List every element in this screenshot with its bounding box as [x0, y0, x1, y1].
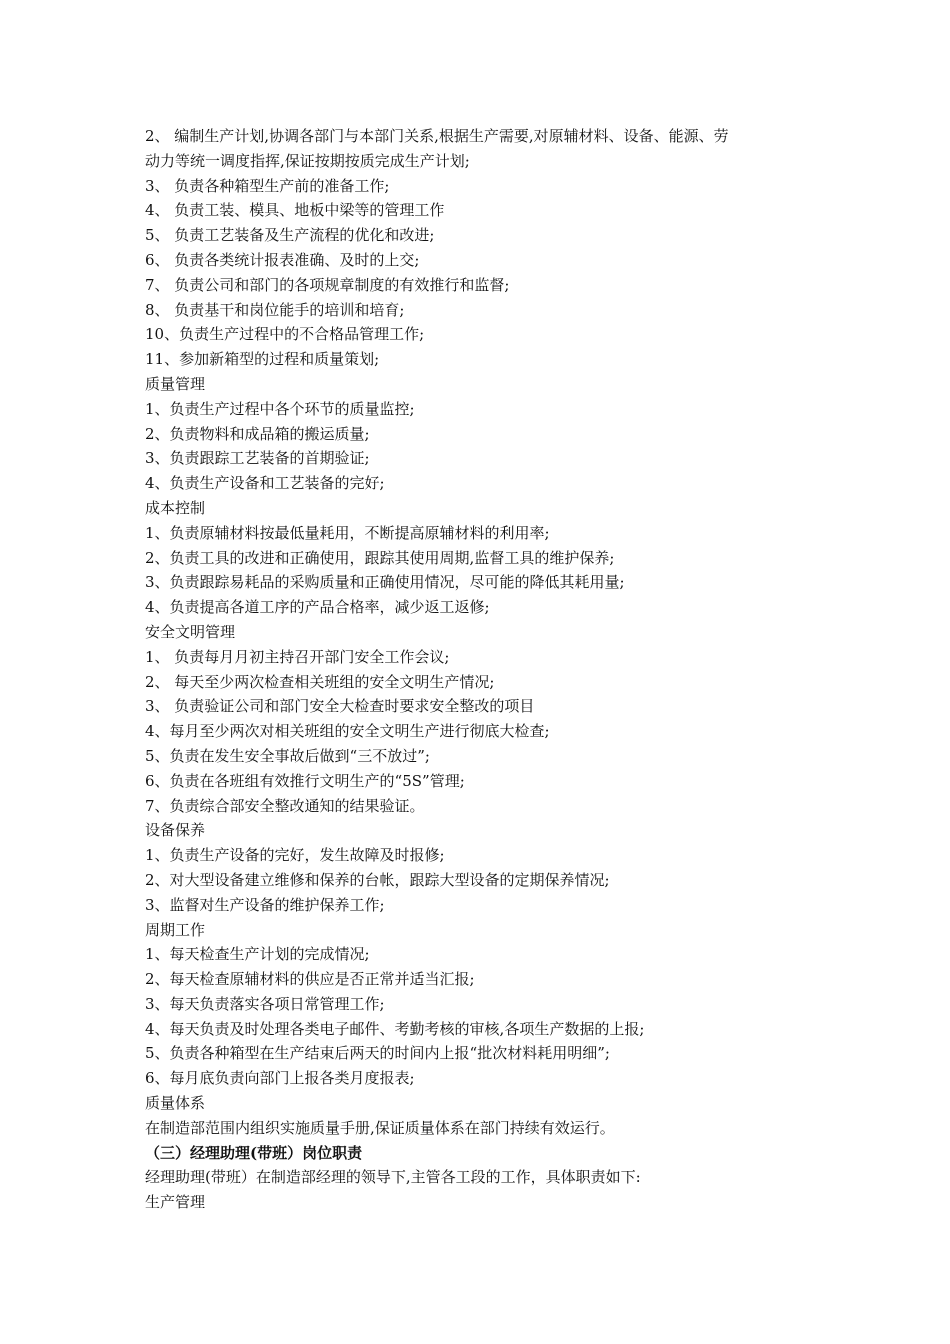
text-line: 7、负责综合部安全整改通知的结果验证。 — [145, 796, 425, 815]
section-title: 生产管理 — [145, 1193, 206, 1212]
text-line: 4、负责提高各道工序的产品合格率，减少返工返修; — [145, 598, 490, 617]
text-line: 4、负责生产设备和工艺装备的完好; — [145, 474, 385, 493]
text-line: 8、 负责基干和岗位能手的培训和培育; — [145, 300, 405, 319]
text-line: 3、负责跟踪易耗品的采购质量和正确使用情况，尽可能的降低其耗用量; — [145, 573, 625, 592]
text-line: 3、每天负责落实各项日常管理工作; — [145, 994, 385, 1013]
text-line: 4、 负责工装、模具、地板中梁等的管理工作 — [145, 201, 445, 220]
section-title: 质量管理 — [145, 374, 206, 393]
text-line: 5、 负责工艺装备及生产流程的优化和改进; — [145, 226, 435, 245]
text-line: 10、负责生产过程中的不合格品管理工作; — [145, 325, 425, 344]
section-title: 质量体系 — [145, 1094, 206, 1113]
text-line: 11、参加新箱型的过程和质量策划; — [145, 350, 380, 369]
text-line: 6、 负责各类统计报表准确、及时的上交; — [145, 250, 420, 269]
text-line: 4、每月至少两次对相关班组的安全文明生产进行彻底大检查; — [145, 722, 550, 741]
text-line: 1、负责生产设备的完好，发生故障及时报修; — [145, 846, 445, 865]
text-line: 3、 负责验证公司和部门安全大检查时要求安全整改的项目 — [145, 697, 535, 716]
text-line: 6、每月底负责向部门上报各类月度报表; — [145, 1069, 415, 1088]
text-line: 3、 负责各种箱型生产前的准备工作; — [145, 176, 390, 195]
section-title: 周期工作 — [145, 920, 206, 939]
text-line: 1、负责生产过程中各个环节的质量监控; — [145, 399, 415, 418]
document-page — [145, 124, 825, 1215]
text-line: 2、每天检查原辅材料的供应是否正常并适当汇报; — [145, 970, 475, 989]
text-line: 3、负责跟踪工艺装备的首期验证; — [145, 449, 370, 468]
chapter-heading: （三）经理助理(带班）岗位职责 — [145, 1143, 363, 1162]
text-line: 5、负责在发生安全事故后做到“三不放过”; — [145, 746, 430, 765]
text-line: 在制造部范围内组织实施质量手册,保证质量体系在部门持续有效运行。 — [145, 1118, 615, 1137]
text-line: 1、 负责每月月初主持召开部门安全工作会议; — [145, 647, 450, 666]
text-line: 1、每天检查生产计划的完成情况; — [145, 945, 370, 964]
text-line: 2、负责物料和成品箱的搬运质量; — [145, 424, 370, 443]
section-title: 成本控制 — [145, 498, 206, 517]
text-line: 6、负责在各班组有效推行文明生产的“5S”管理; — [145, 771, 465, 790]
text-line: 3、监督对生产设备的维护保养工作; — [145, 895, 385, 914]
text-line: 经理助理(带班）在制造部经理的领导下,主管各工段的工作，具体职责如下: — [145, 1168, 641, 1187]
text-line: 1、负责原辅材料按最低量耗用，不断提高原辅材料的利用率; — [145, 523, 550, 542]
text-line: 2、 每天至少两次检查相关班组的安全文明生产情况; — [145, 672, 495, 691]
text-line: 4、每天负责及时处理各类电子邮件、考勤考核的审核,各项生产数据的上报; — [145, 1019, 645, 1038]
text-line: 动力等统一调度指挥,保证按期按质完成生产计划; — [145, 151, 470, 170]
text-line: 2、负责工具的改进和正确使用，跟踪其使用周期,监督工具的维护保养; — [145, 548, 615, 567]
text-line: 5、负责各种箱型在生产结束后两天的时间内上报“批次材料耗用明细”; — [145, 1044, 610, 1063]
text-line: 7、 负责公司和部门的各项规章制度的有效推行和监督; — [145, 275, 510, 294]
section-title: 设备保养 — [145, 821, 206, 840]
text-line: 2、 编制生产计划,协调各部门与本部门关系,根据生产需要,对原辅材料、设备、能源、劳 — [145, 127, 729, 145]
text-line: 2、对大型设备建立维修和保养的台帐，跟踪大型设备的定期保养情况; — [145, 870, 610, 889]
section-title: 安全文明管理 — [145, 622, 236, 641]
